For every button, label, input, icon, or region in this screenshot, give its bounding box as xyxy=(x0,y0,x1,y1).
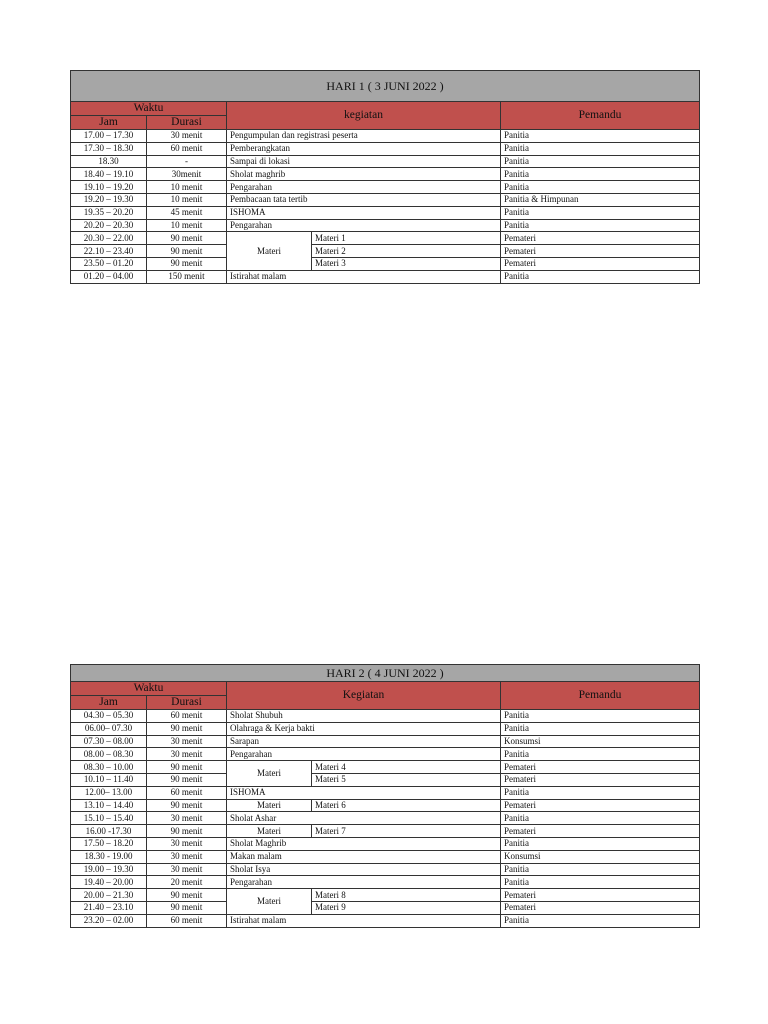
pemandu-cell: Panitia xyxy=(501,812,700,825)
header-kegiatan: Kegiatan xyxy=(227,682,501,710)
materi-cell: Materi 5 xyxy=(312,773,501,786)
kegiatan-cell: Sholat maghrib xyxy=(227,168,501,181)
materi-cell: Materi 2 xyxy=(312,245,501,258)
jam-cell: 01.20 – 04.00 xyxy=(71,270,147,283)
pemandu-cell: Konsumsi xyxy=(501,850,700,863)
jam-cell: 06.00– 07.30 xyxy=(71,722,147,735)
kegiatan-cell: Istirahat malam xyxy=(227,914,501,927)
table-row xyxy=(71,142,700,155)
pemandu-cell: Panitia & Himpunan xyxy=(501,193,700,206)
materi-cell: Materi 9 xyxy=(312,901,501,914)
pemandu-cell: Pemateri xyxy=(501,232,700,245)
durasi-cell: 90 menit xyxy=(147,232,227,245)
table-row xyxy=(71,245,700,258)
header-durasi: Durasi xyxy=(147,116,227,130)
kegiatan-cell: Sarapan xyxy=(227,735,501,748)
pemandu-cell: Konsumsi xyxy=(501,735,700,748)
jam-cell: 19.40 – 20.00 xyxy=(71,876,147,889)
durasi-cell: 20 menit xyxy=(147,876,227,889)
durasi-cell: 150 menit xyxy=(147,270,227,283)
pemandu-cell: Pemateri xyxy=(501,245,700,258)
jam-cell: 18.40 – 19.10 xyxy=(71,168,147,181)
durasi-cell: - xyxy=(147,155,227,168)
jam-cell: 20.00 – 21.30 xyxy=(71,889,147,902)
kegiatan-cell: Olahraga & Kerja bakti xyxy=(227,722,501,735)
table-row xyxy=(71,825,700,838)
kegiatan-cell: Pengarahan xyxy=(227,748,501,761)
day2-schedule-table xyxy=(70,664,700,928)
jam-cell: 12.00– 13.00 xyxy=(71,786,147,799)
durasi-cell: 30 menit xyxy=(147,748,227,761)
durasi-cell: 90 menit xyxy=(147,722,227,735)
pemandu-cell: Panitia xyxy=(501,270,700,283)
pemandu-cell: Panitia xyxy=(501,142,700,155)
jam-cell: 23.50 – 01.20 xyxy=(71,257,147,270)
durasi-cell: 90 menit xyxy=(147,825,227,838)
pemandu-cell: Pemateri xyxy=(501,799,700,812)
materi-group-label: Materi xyxy=(227,761,312,787)
jam-cell: 15.10 – 15.40 xyxy=(71,812,147,825)
durasi-cell: 60 menit xyxy=(147,710,227,723)
jam-cell: 18.30 xyxy=(71,155,147,168)
materi-cell: Materi 7 xyxy=(312,825,501,838)
durasi-cell: 60 menit xyxy=(147,142,227,155)
jam-cell: 19.10 – 19.20 xyxy=(71,181,147,194)
jam-cell: 19.20 – 19.30 xyxy=(71,193,147,206)
table-row xyxy=(71,876,700,889)
day1-title: HARI 1 ( 3 JUNI 2022 ) xyxy=(71,71,700,102)
pemandu-cell: Panitia xyxy=(501,722,700,735)
jam-cell: 17.50 – 18.20 xyxy=(71,837,147,850)
pemandu-cell: Panitia xyxy=(501,219,700,232)
durasi-cell: 90 menit xyxy=(147,901,227,914)
kegiatan-cell: Sampai di lokasi xyxy=(227,155,501,168)
pemandu-cell: Panitia xyxy=(501,206,700,219)
jam-cell: 21.40 – 23.10 xyxy=(71,901,147,914)
pemandu-cell: Panitia xyxy=(501,876,700,889)
jam-cell: 23.20 – 02.00 xyxy=(71,914,147,927)
kegiatan-cell: Pemberangkatan xyxy=(227,142,501,155)
durasi-cell: 45 menit xyxy=(147,206,227,219)
durasi-cell: 30 menit xyxy=(147,735,227,748)
materi-group-label: Materi xyxy=(227,889,312,915)
durasi-cell: 30menit xyxy=(147,168,227,181)
pemandu-cell: Panitia xyxy=(501,748,700,761)
jam-cell: 22.10 – 23.40 xyxy=(71,245,147,258)
kegiatan-cell: Istirahat malam xyxy=(227,270,501,283)
materi-cell: Materi 4 xyxy=(312,761,501,774)
materi-group-label: Materi xyxy=(227,825,312,838)
jam-cell: 19.35 – 20.20 xyxy=(71,206,147,219)
jam-cell: 08.30 – 10.00 xyxy=(71,761,147,774)
pemandu-cell: Pemateri xyxy=(501,761,700,774)
table-row xyxy=(71,257,700,270)
materi-group-label: Materi xyxy=(227,232,312,270)
table-row xyxy=(71,812,700,825)
durasi-cell: 30 menit xyxy=(147,812,227,825)
materi-group-label: Materi xyxy=(227,799,312,812)
header-waktu: Waktu xyxy=(71,102,227,116)
header-jam: Jam xyxy=(71,116,147,130)
header-waktu: Waktu xyxy=(71,682,227,696)
kegiatan-cell: Pengarahan xyxy=(227,219,501,232)
table-row xyxy=(71,168,700,181)
materi-cell: Materi 8 xyxy=(312,889,501,902)
pemandu-cell: Panitia xyxy=(501,837,700,850)
jam-cell: 20.20 – 20.30 xyxy=(71,219,147,232)
durasi-cell: 90 menit xyxy=(147,799,227,812)
kegiatan-cell: ISHOMA xyxy=(227,786,501,799)
table-row xyxy=(71,155,700,168)
table-row xyxy=(71,193,700,206)
jam-cell: 20.30 – 22.00 xyxy=(71,232,147,245)
table-row xyxy=(71,130,700,143)
pemandu-cell: Panitia xyxy=(501,181,700,194)
table-row xyxy=(71,837,700,850)
day2-title: HARI 2 ( 4 JUNI 2022 ) xyxy=(71,665,700,682)
durasi-cell: 90 menit xyxy=(147,761,227,774)
table-row xyxy=(71,722,700,735)
pemandu-cell: Panitia xyxy=(501,863,700,876)
pemandu-cell: Panitia xyxy=(501,914,700,927)
durasi-cell: 60 menit xyxy=(147,786,227,799)
jam-cell: 08.00 – 08.30 xyxy=(71,748,147,761)
durasi-cell: 90 menit xyxy=(147,257,227,270)
kegiatan-cell: Makan malam xyxy=(227,850,501,863)
pemandu-cell: Pemateri xyxy=(501,773,700,786)
jam-cell: 04.30 – 05.30 xyxy=(71,710,147,723)
jam-cell: 10.10 – 11.40 xyxy=(71,773,147,786)
pemandu-cell: Pemateri xyxy=(501,901,700,914)
table-row xyxy=(71,786,700,799)
jam-cell: 17.00 – 17.30 xyxy=(71,130,147,143)
kegiatan-cell: Sholat Ashar xyxy=(227,812,501,825)
pemandu-cell: Panitia xyxy=(501,168,700,181)
table-row xyxy=(71,863,700,876)
header-jam: Jam xyxy=(71,696,147,710)
table-row xyxy=(71,219,700,232)
table-row xyxy=(71,889,700,902)
durasi-cell: 10 menit xyxy=(147,219,227,232)
table-row xyxy=(71,270,700,283)
kegiatan-cell: Sholat Maghrib xyxy=(227,837,501,850)
table-row xyxy=(71,901,700,914)
durasi-cell: 90 menit xyxy=(147,773,227,786)
durasi-cell: 60 menit xyxy=(147,914,227,927)
durasi-cell: 30 menit xyxy=(147,130,227,143)
jam-cell: 13.10 – 14.40 xyxy=(71,799,147,812)
kegiatan-cell: Sholat Isya xyxy=(227,863,501,876)
header-pemandu: Pemandu xyxy=(501,682,700,710)
pemandu-cell: Pemateri xyxy=(501,889,700,902)
pemandu-cell: Panitia xyxy=(501,786,700,799)
durasi-cell: 10 menit xyxy=(147,181,227,194)
table-row xyxy=(71,181,700,194)
pemandu-cell: Pemateri xyxy=(501,825,700,838)
header-durasi: Durasi xyxy=(147,696,227,710)
jam-cell: 07.30 – 08.00 xyxy=(71,735,147,748)
table-row xyxy=(71,748,700,761)
table-row xyxy=(71,914,700,927)
pemandu-cell: Pemateri xyxy=(501,257,700,270)
kegiatan-cell: Pengarahan xyxy=(227,876,501,889)
jam-cell: 18.30 - 19.00 xyxy=(71,850,147,863)
header-pemandu: Pemandu xyxy=(501,102,700,130)
durasi-cell: 30 menit xyxy=(147,863,227,876)
kegiatan-cell: ISHOMA xyxy=(227,206,501,219)
table-row xyxy=(71,735,700,748)
kegiatan-cell: Pembacaan tata tertib xyxy=(227,193,501,206)
jam-cell: 16.00 -17.30 xyxy=(71,825,147,838)
durasi-cell: 30 menit xyxy=(147,837,227,850)
materi-cell: Materi 3 xyxy=(312,257,501,270)
materi-cell: Materi 6 xyxy=(312,799,501,812)
header-kegiatan: kegiatan xyxy=(227,102,501,130)
table-row xyxy=(71,710,700,723)
table-row xyxy=(71,773,700,786)
durasi-cell: 90 menit xyxy=(147,889,227,902)
table-row xyxy=(71,799,700,812)
kegiatan-cell: Pengarahan xyxy=(227,181,501,194)
pemandu-cell: Panitia xyxy=(501,155,700,168)
table-row xyxy=(71,850,700,863)
jam-cell: 17.30 – 18.30 xyxy=(71,142,147,155)
durasi-cell: 30 menit xyxy=(147,850,227,863)
jam-cell: 19.00 – 19.30 xyxy=(71,863,147,876)
table-row xyxy=(71,232,700,245)
day1-schedule-table xyxy=(70,70,700,284)
table-row xyxy=(71,761,700,774)
materi-cell: Materi 1 xyxy=(312,232,501,245)
pemandu-cell: Panitia xyxy=(501,130,700,143)
kegiatan-cell: Sholat Shubuh xyxy=(227,710,501,723)
table-row xyxy=(71,206,700,219)
durasi-cell: 10 menit xyxy=(147,193,227,206)
kegiatan-cell: Pengumpulan dan registrasi peserta xyxy=(227,130,501,143)
durasi-cell: 90 menit xyxy=(147,245,227,258)
pemandu-cell: Panitia xyxy=(501,710,700,723)
